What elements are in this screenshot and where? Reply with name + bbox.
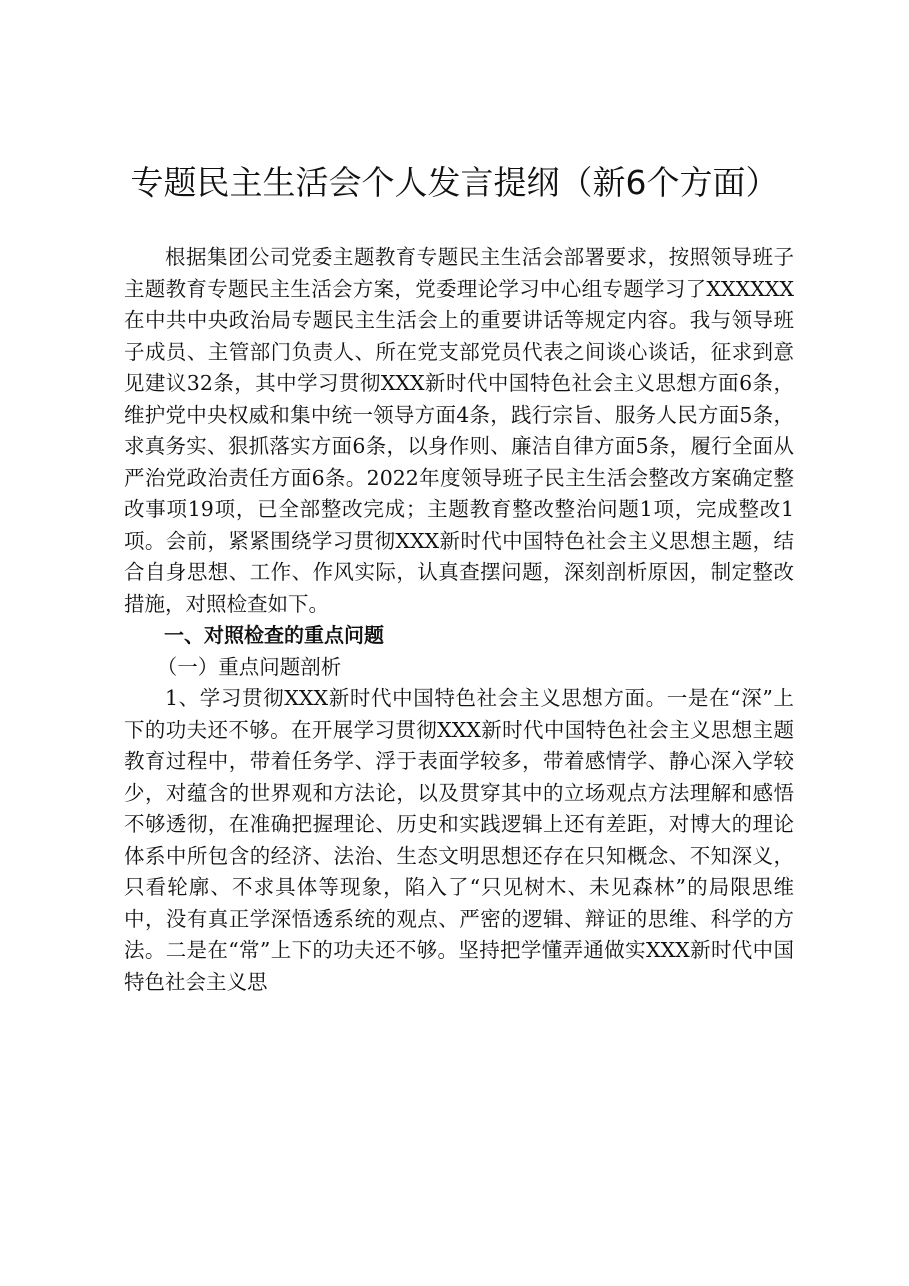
document-title: 专题民主生活会个人发言提纲（新6个方面） [130, 163, 779, 202]
section-heading-key-issues: 一、对照检查的重点问题 [164, 623, 384, 647]
document-body [124, 242, 794, 998]
point-1-paragraph: 1、学习贯彻XXX新时代中国特色社会主义思想方面。一是在“深”上下的功夫还不够。在开展学习贯彻XXX新时代中国特色社会主义思想主题教育过程中，带着任务学、浮于表面学较多，带着感情学、静心深入学较少，对蕴含的世界观和方法论，以及贯穿其中的立场观点方法理解和感悟不够透彻，在准确把握理论、历史和实践逻辑上还有差距，对博大的理论体系中所包含的经济、法治、生态文明思想还存在只知概念、不知深义，只看轮廓、不求具体等现象，陷入了“只见树木、未见森林”的局限思维中，没有真正学深悟透系统的观点、严密的逻辑、辩证的思维、科学的方法。二是在“常”上下的功夫还不够。坚持把学懂弄通做实XXX新时代中国特色社会主义思 [124, 686, 794, 994]
subsection-heading-issue-analysis: （一）重点问题剖析 [156, 654, 342, 679]
intro-paragraph: 根据集团公司党委主题教育专题民主生活会部署要求，按照领导班子主题教育专题民主生活会方案，党委理论学习中心组专题学习了XXXXXX在中共中央政治局专题民主生活会上的重要讲话等规定内容。我与领导班子成员、主管部门负责人、所在党支部党员代表之间谈心谈话，征求到意见建议32条，其中学习贯彻XXX新时代中国特色社会主义思想方面6条，维护党中央权威和集中统一领导方面4条，践行宗旨、服务人民方面5条，求真务实、狠抓落实方面6条，以身作则、廉洁自律方面5条，履行全面从严治党政治责任方面6条。2022年度领导班子民主生活会整改方案确定整改事项19项，已全部整改完成；主题教育整改整治问题1项，完成整改1项。会前，紧紧围绕学习贯彻XXX新时代中国特色社会主义思想主题，结合自身思想、工作、作风实际，认真查摆问题，深刻剖析原因，制定整改措施，对照检查如下。 [124, 245, 794, 616]
